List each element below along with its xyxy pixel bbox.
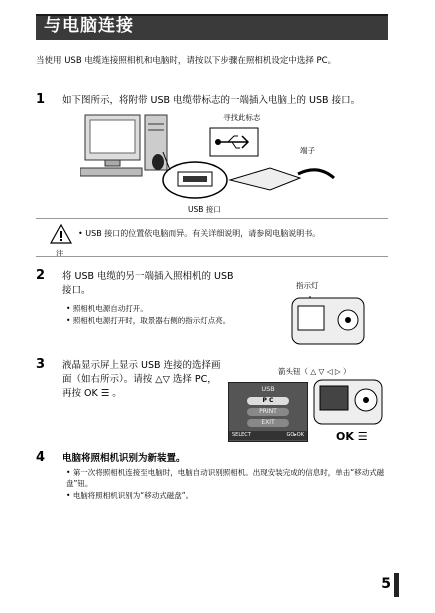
- step-2-number: 2: [36, 268, 46, 283]
- step-1-text: 如下图所示，将附带 USB 电缆带标志的一端插入电脑上的 USB 接口。: [62, 95, 361, 106]
- label-arrow-buttons: 箭头钮（ △ ▽ ◁ ▷ ）: [278, 367, 351, 376]
- label-usb-port: USB 接口: [188, 205, 221, 214]
- lcd-title: USB: [261, 385, 275, 393]
- label-indicator-lamp: 指示灯: [296, 281, 319, 290]
- lcd-footer-go: GO▸OK: [286, 432, 304, 438]
- camera-back-illustration: [290, 296, 366, 346]
- divider-top: [36, 218, 388, 219]
- note-text: • USB 接口的位置依电脑而异。有关详细说明，请参阅电脑说明书。: [78, 228, 388, 239]
- page-edge-bar: [394, 573, 399, 597]
- page-number: 5: [381, 576, 391, 592]
- note-label: 注: [56, 249, 64, 258]
- camera-back-arrows-illustration: [312, 378, 384, 426]
- lcd-footer-select: SELECT: [232, 432, 251, 438]
- lcd-usb-menu: [228, 382, 308, 442]
- computer-usb-illustration: [80, 110, 340, 215]
- step-2-bullet-2: • 照相机电源打开时，取景器右侧的指示灯点亮。: [66, 315, 236, 326]
- step-3-number: 3: [36, 357, 46, 372]
- step-3-text: 液晶显示屏上显示 USB 连接的选择画面（如右所示）。请按 △▽ 选择 PC，再按 OK ☰ 。: [62, 360, 221, 399]
- label-port: 端子: [300, 146, 315, 155]
- lcd-footer: [229, 431, 307, 440]
- lcd-option-print: PRINT: [247, 408, 289, 416]
- step-4-bullet-2: • 电脑将照相机识别为“移动式磁盘”。: [66, 490, 388, 501]
- page-title: 与电脑连接: [44, 16, 134, 36]
- lcd-option-exit: EXIT: [247, 419, 289, 427]
- intro-text: 当使用 USB 电缆连接照相机和电脑时，请按以下步骤在照相机设定中选择 PC。: [36, 56, 337, 66]
- step-2-bullet-1: • 照相机电源自动打开。: [66, 303, 246, 314]
- ok-button-label: OK ☰: [336, 430, 368, 443]
- warning-icon: [50, 224, 72, 246]
- lcd-option-pc: P C: [247, 397, 289, 405]
- label-look-for-logo: 寻找此标志: [223, 113, 261, 122]
- step-4-text: 电脑将照相机识别为新装置。: [62, 453, 186, 464]
- step-2-text: 将 USB 电缆的另一端插入照相机的 USB 接口。: [62, 271, 234, 296]
- step-4-bullet-1: • 第一次将照相机连接至电脑时，电脑自动识别照相机。出现安装完成的信息时，单击“移动式磁盘”钮。: [66, 467, 388, 489]
- divider-bottom: [36, 256, 388, 257]
- step-4-number: 4: [36, 450, 46, 465]
- step-1-number: 1: [36, 92, 46, 107]
